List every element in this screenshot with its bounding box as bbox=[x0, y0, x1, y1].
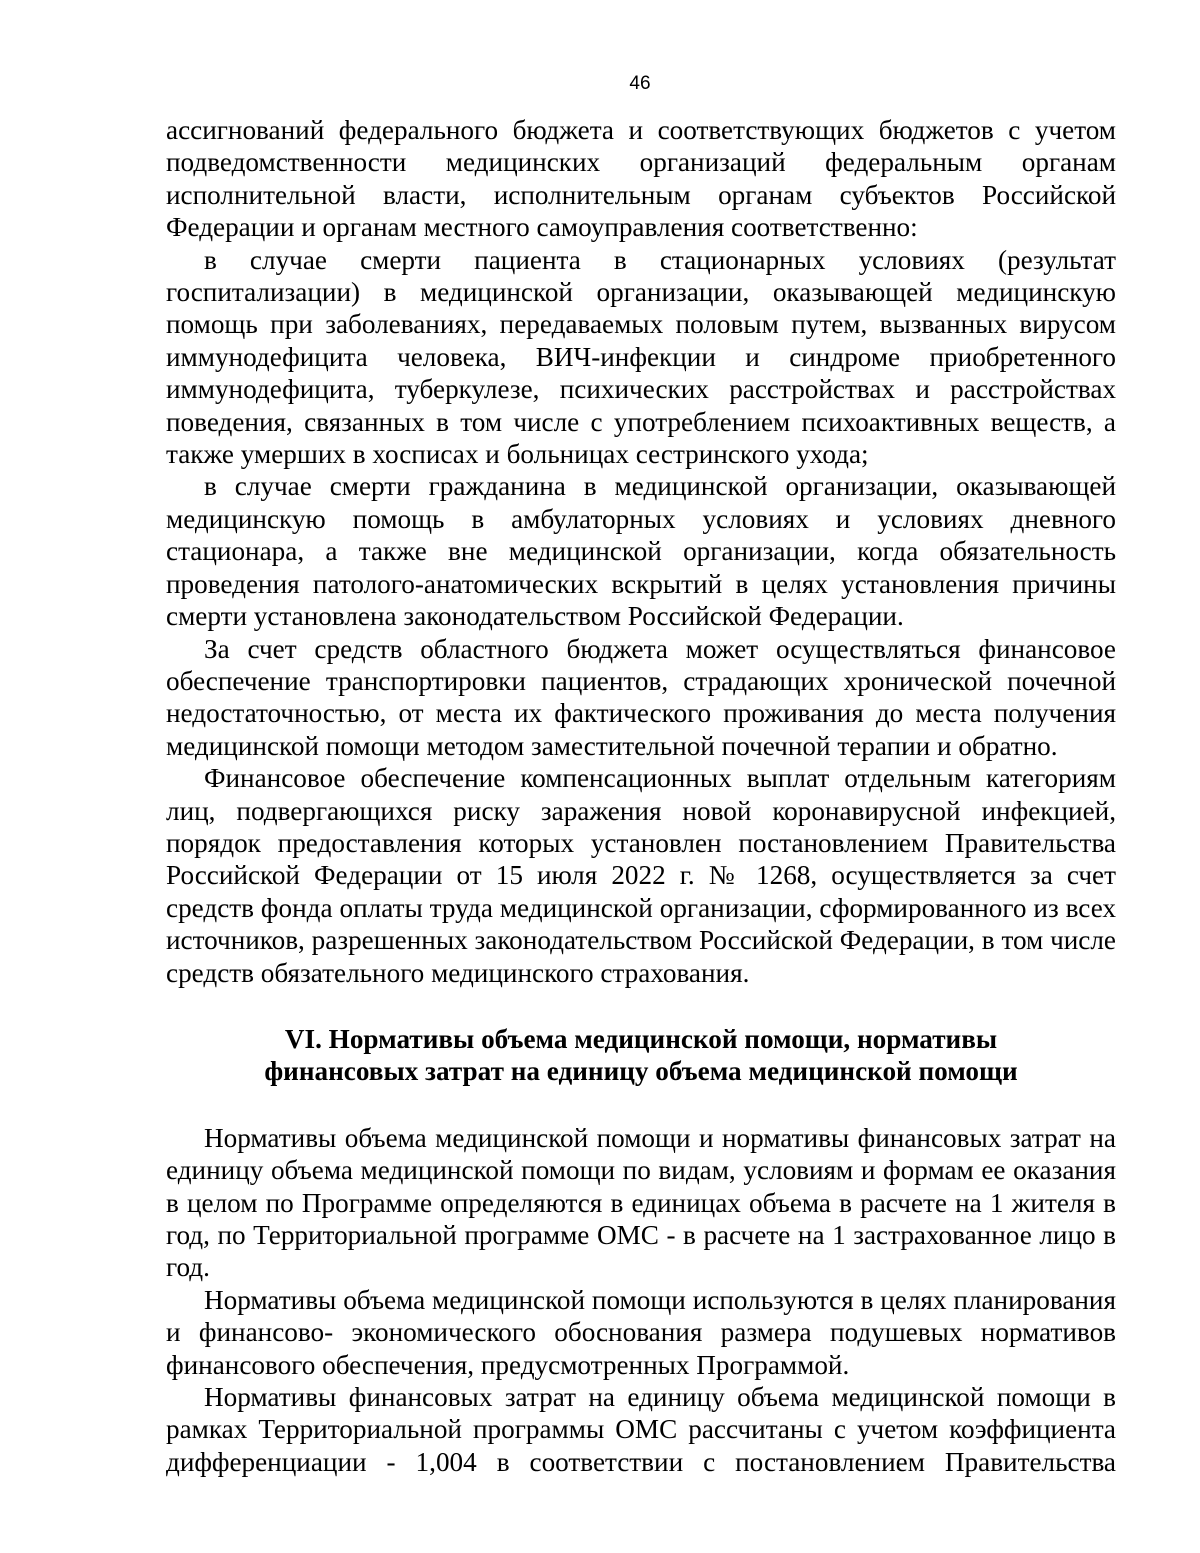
section-heading-line: финансовых затрат на единицу объема медицинской помощи bbox=[264, 1056, 1018, 1087]
paragraph: Финансовое обеспечение компенсационных выплат отдельным категориям лиц, подвергающихся риску заражения новой коронавирусной инфекцией, порядок предоставления которых установлен постановлением Правительства Российской Федерации от 15 июля 2022 г. № 1268, осуществляется за счет средств фонда оплаты труда медицинской организации, сформированного из всех источников, разрешенных законодательством Российской Федерации, в том числе средств обязательного медицинского страхования. bbox=[166, 763, 1116, 988]
paragraph: Нормативы объема медицинской помощи и нормативы финансовых затрат на единицу объема медицинской помощи по видам, условиям и формам ее оказания в целом по Программе определяются в единицах объема в расчете на 1 жителя в год, по Территориальной программе ОМС - в расчете на 1 застрахованное лицо в год. bbox=[166, 1122, 1116, 1283]
section-heading-line: VI. Нормативы объема медицинской помощи, нормативы bbox=[284, 1023, 998, 1054]
section-heading bbox=[166, 1023, 1116, 1088]
document-body bbox=[166, 114, 1116, 1478]
paragraph: Нормативы объема медицинской помощи используются в целях планирования и финансово- экономического обоснования размера подушевых нормативов финансового обеспечения, предусмотренных Программой. bbox=[166, 1284, 1116, 1380]
page-number: 46 bbox=[629, 73, 651, 94]
paragraph: ассигнований федерального бюджета и соответствующих бюджетов с учетом подведомственности медицинских организаций федеральным органам исполнительной власти, исполнительным органам субъектов Российской Федерации и органам местного самоуправления соответственно: bbox=[166, 115, 1116, 243]
paragraph: в случае смерти пациента в стационарных условиях (результат госпитализации) в медицинской организации, оказывающей медицинскую помощь при заболеваниях, передаваемых половым путем, вызванных вирусом иммунодефицита человека, ВИЧ-инфекции и синдроме приобретенного иммунодефицита, туберкулезе, психических расстройствах и расстройствах поведения, связанных в том числе с употреблением психоактивных веществ, а также умерших в хосписах и больницах сестринского ухода; bbox=[166, 244, 1116, 470]
paragraph: в случае смерти гражданина в медицинской организации, оказывающей медицинскую помощь в амбулаторных условиях и условиях дневного стационара, а также вне медицинской организации, когда обязательность проведения патолого-анатомических вскрытий в целях установления причины смерти установлена законодательством Российской Федерации. bbox=[166, 471, 1116, 632]
paragraph: Нормативы финансовых затрат на единицу объема медицинской помощи в рамках Территориальной программы ОМС рассчитаны с учетом коэффициента дифференциации - 1,004 в соответствии с постановлением Правительства bbox=[166, 1382, 1116, 1477]
paragraph: За счет средств областного бюджета может осуществляться финансовое обеспечение транспортировки пациентов, страдающих хронической почечной недостаточностью, от места их фактического проживания до места получения медицинской помощи методом заместительной почечной терапии и обратно. bbox=[166, 633, 1116, 761]
